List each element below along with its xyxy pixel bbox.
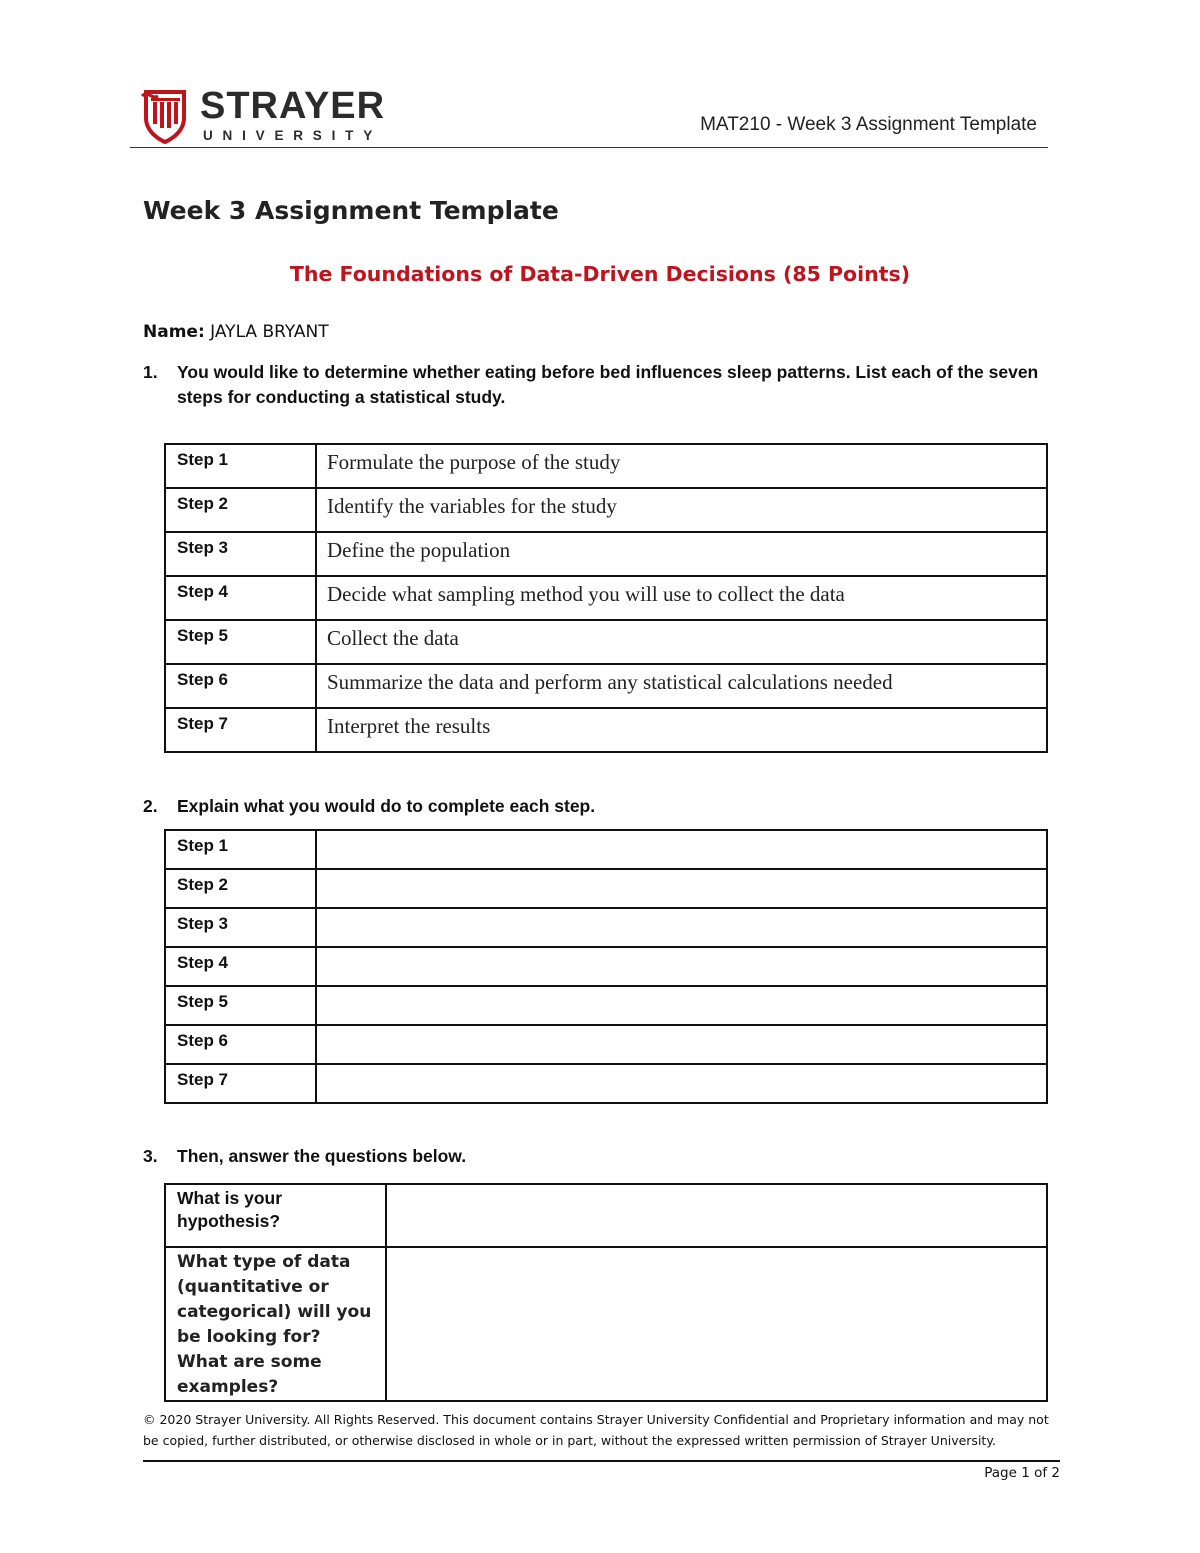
hypothesis-table	[164, 1183, 1048, 1402]
step-explanation[interactable]	[316, 986, 1047, 1025]
table-row	[165, 1184, 1047, 1247]
explain-steps-table	[164, 829, 1048, 1104]
table-row	[165, 1064, 1047, 1103]
footer-divider	[143, 1460, 1060, 1462]
step-label: Step 3	[165, 908, 316, 947]
table-row	[165, 908, 1047, 947]
logo-wordmark: STRAYER	[200, 85, 386, 127]
table-row	[165, 664, 1047, 708]
step-label: Step 7	[165, 708, 316, 752]
step-answer[interactable]: Decide what sampling method you will use to collect the data	[316, 576, 1047, 620]
table-row	[165, 488, 1047, 532]
page-number: Page 1 of 2	[984, 1465, 1060, 1481]
hypothesis-answer[interactable]	[386, 1184, 1047, 1247]
strayer-logo-shield-icon	[140, 88, 190, 144]
step-label: Step 5	[165, 620, 316, 664]
step-label: Step 4	[165, 576, 316, 620]
copyright-notice: © 2020 Strayer University. All Rights Reserved. This document contains Strayer University Confidential and Proprietary information and may not be copied, further distributed, or otherwise disclosed in whole or in part, without the expressed written permission of Strayer University.	[143, 1412, 1049, 1448]
step-explanation[interactable]	[316, 869, 1047, 908]
question-1	[143, 360, 1063, 412]
step-label: Step 5	[165, 986, 316, 1025]
table-row	[165, 576, 1047, 620]
step-label: Step 6	[165, 664, 316, 708]
table-row	[165, 986, 1047, 1025]
question-text: Explain what you would do to complete each step.	[177, 796, 596, 816]
step-answer[interactable]: Define the population	[316, 532, 1047, 576]
step-label: Step 2	[165, 869, 316, 908]
name-label: Name:	[143, 322, 205, 342]
course-template-label: MAT210 - Week 3 Assignment Template	[700, 114, 1037, 135]
step-explanation[interactable]	[316, 908, 1047, 947]
step-label: Step 2	[165, 488, 316, 532]
page-subtitle: The Foundations of Data-Driven Decisions (85 Points)	[289, 262, 911, 286]
step-label: Step 3	[165, 532, 316, 576]
question-text: You would like to determine whether eating before bed influences sleep patterns. List each of the seven steps for conducting a statistical study.	[177, 362, 1039, 407]
student-name	[143, 322, 329, 342]
step-answer[interactable]: Formulate the purpose of the study	[316, 444, 1047, 488]
step-explanation[interactable]	[316, 830, 1047, 869]
steps-table	[164, 443, 1048, 753]
table-row	[165, 869, 1047, 908]
step-explanation[interactable]	[316, 947, 1047, 986]
step-label: Step 7	[165, 1064, 316, 1103]
page-title: Week 3 Assignment Template	[143, 196, 559, 225]
question-3	[143, 1144, 1063, 1170]
table-row	[165, 830, 1047, 869]
step-explanation[interactable]	[316, 1025, 1047, 1064]
step-answer[interactable]: Collect the data	[316, 620, 1047, 664]
data-type-answer[interactable]	[386, 1247, 1047, 1401]
step-label: Step 1	[165, 444, 316, 488]
table-row	[165, 620, 1047, 664]
step-label: Step 1	[165, 830, 316, 869]
step-answer[interactable]: Identify the variables for the study	[316, 488, 1047, 532]
step-label: Step 4	[165, 947, 316, 986]
step-answer[interactable]: Interpret the results	[316, 708, 1047, 752]
header-divider	[130, 147, 1048, 148]
question-number: 1.	[143, 362, 158, 382]
logo-subtitle: UNIVERSITY	[203, 128, 383, 143]
table-row	[165, 444, 1047, 488]
step-answer[interactable]: Summarize the data and perform any statistical calculations needed	[316, 664, 1047, 708]
table-row	[165, 708, 1047, 752]
question-text: Then, answer the questions below.	[177, 1146, 467, 1166]
table-row	[165, 1025, 1047, 1064]
hypothesis-question: What is your hypothesis?	[165, 1184, 386, 1247]
step-label: Step 6	[165, 1025, 316, 1064]
question-number: 2.	[143, 796, 158, 816]
data-type-question: What type of data (quantitative or categorical) will you be looking for? What are some examples?	[165, 1247, 386, 1401]
name-value: JAYLA BRYANT	[210, 322, 329, 342]
table-row	[165, 532, 1047, 576]
step-explanation[interactable]	[316, 1064, 1047, 1103]
question-2	[143, 794, 1063, 820]
table-row	[165, 947, 1047, 986]
question-number: 3.	[143, 1146, 158, 1166]
table-row	[165, 1247, 1047, 1401]
